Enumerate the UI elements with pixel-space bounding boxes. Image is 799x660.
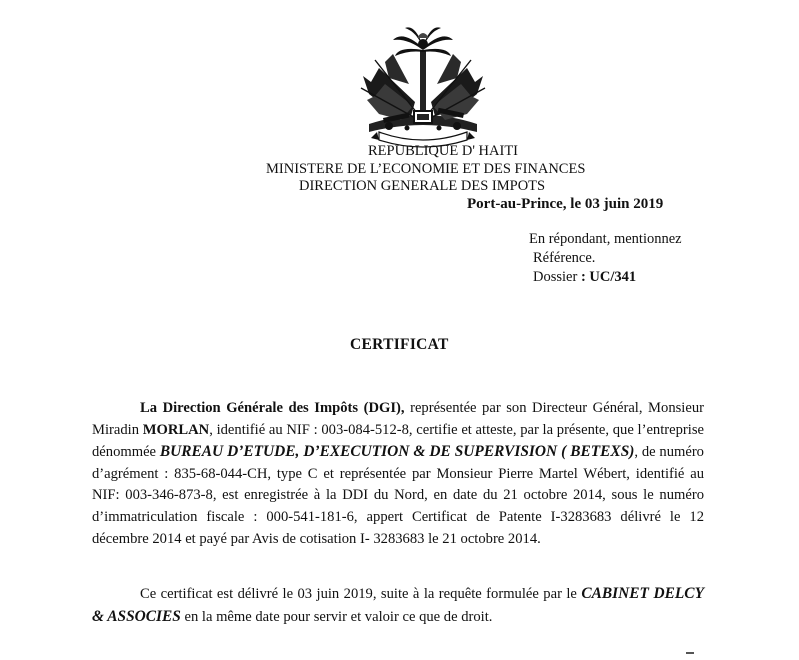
dossier-reference [533,268,636,287]
purpose-text-2: en la même date pour servir et valoir ce que de droit. [180,608,493,625]
body-text-1: représentée par son Directeur Général, Monsieur Miradin [92,400,704,438]
director-surname: MORLAN [142,421,210,438]
country-name: REPUBLIQUE D' HAITI [368,143,519,159]
requesting-cabinet: CABINET DELCY & ASSOCIES [92,585,704,625]
document-title: CERTIFICAT [350,336,449,353]
body-text-2: , identifié au NIF : 003-084-512-8, certifie et atteste, par la présente, que l’entreprise dénommée [92,421,704,461]
ministry-name: MINISTERE DE L’ECONOMIE ET DES FINANCES [266,161,586,177]
direction-name: DIRECTION GENERALE DES IMPOTS [299,178,546,194]
reference-label: Référence. [533,250,596,266]
certificate-purpose-paragraph [92,583,704,628]
reference-instruction: En répondant, mentionnez [529,231,682,247]
dossier-colon: : [580,269,590,285]
coat-of-arms-emblem [349,24,497,148]
dossier-label: Dossier [533,269,581,285]
page-edge-mark [686,652,694,654]
company-name: BUREAU D’ETUDE, D’EXECUTION & DE SUPERVISION ( BETEXS) [159,443,635,461]
purpose-text-1: Ce certificat est délivré le 03 juin 2019, suite à la requête formulée par le [140,586,582,602]
dossier-number: UC/341 [589,269,637,285]
certificate-body-paragraph [92,398,704,550]
issuing-authority: La Direction Générale des Impôts (DGI), [140,400,405,416]
place-and-date: Port-au-Prince, le 03 juin 2019 [467,196,664,212]
body-text-3: , de numéro d’agrément : 835-68-044-CH, type C et représentée par Monsieur Pierre Martel Wébert, identifié au NIF: 003-346-873-8, est enregistrée à la DDI du Nord, en date du 21 octobre 2014, sous le numéro d’immatriculation fiscale : 000-541-181-6, appert Certificat de Patente I-3283683 délivré le 12 décembre 2014 et payé par Avis de cotisation I- 3283683 le 21 octobre 2014. [92,444,704,547]
